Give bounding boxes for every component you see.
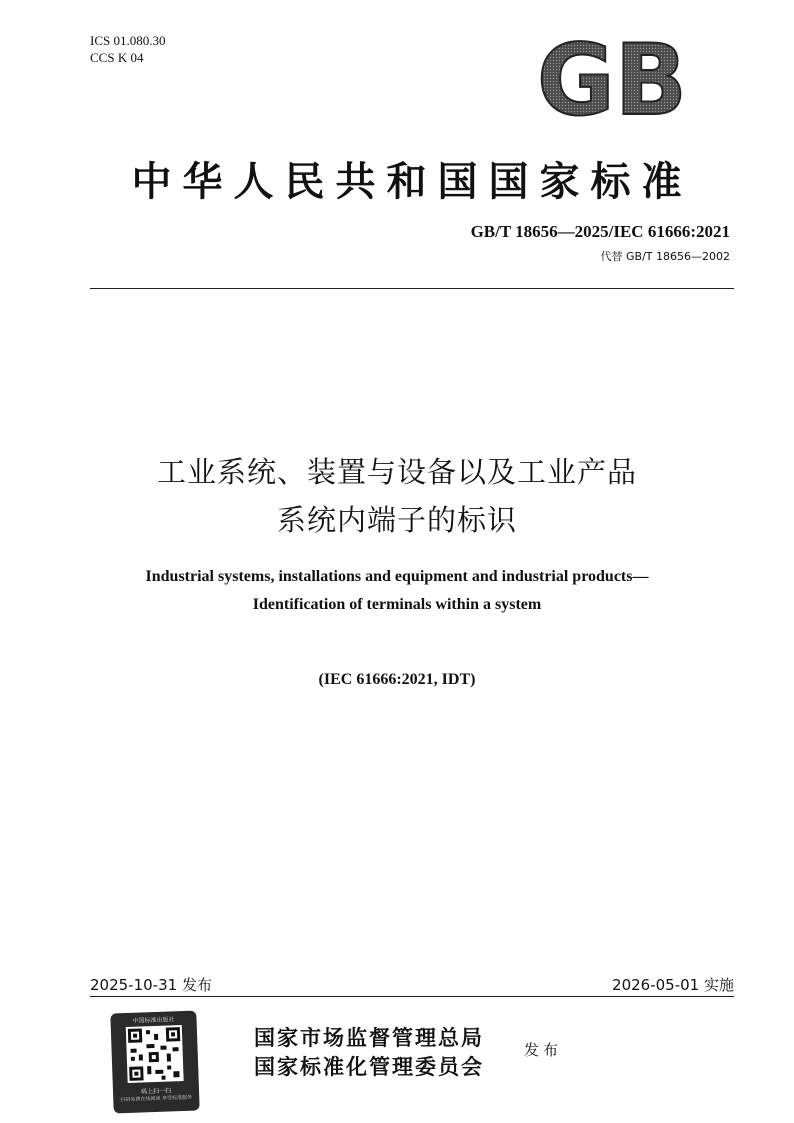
publish-label: 发布 — [524, 1041, 563, 1059]
footer-divider — [90, 996, 734, 997]
issuer-samr: 国家市场监督管理总局 — [254, 1025, 484, 1050]
title-cn-line2: 系统内端子的标识 — [276, 503, 517, 537]
header-divider — [90, 288, 734, 289]
national-standard-banner: 中华人民共和国国家标准 — [131, 159, 693, 205]
qr-caption-primary: 码上扫一扫 — [140, 1087, 172, 1096]
logo-text: GB — [537, 38, 687, 118]
qr-code[interactable] — [126, 1025, 184, 1083]
issuer-sac: 国家标准化管理委员会 — [254, 1054, 484, 1079]
qr-label: 中国标准出版社 — [132, 1016, 175, 1025]
ics-code: ICS 01.080.30 — [90, 33, 166, 48]
qr-caption-secondary: 扫码免费在线阅读 享受标准服务 — [120, 1094, 193, 1104]
gb-logo — [534, 38, 690, 118]
ccs-code: CCS K 04 — [90, 50, 144, 65]
adoption-note: (IEC 61666:2021, IDT) — [318, 671, 476, 688]
title-cn-line1: 工业系统、装置与设备以及工业产品 — [156, 455, 637, 489]
title-en-line1: Industrial systems, installations and equipment and industrial products— — [145, 568, 649, 585]
effective-date: 2026-05-01 实施 — [612, 976, 734, 994]
issue-date: 2025-10-31 发布 — [90, 976, 212, 994]
title-en-line2: Identification of terminals within a system — [252, 596, 542, 613]
replaces-note: 代替 GB/T 18656—2002 — [600, 250, 730, 263]
standard-number: GB/T 18656—2025/IEC 61666:2021 — [470, 222, 730, 241]
classification-codes — [90, 32, 165, 66]
qr-code-card[interactable] — [110, 1011, 199, 1114]
